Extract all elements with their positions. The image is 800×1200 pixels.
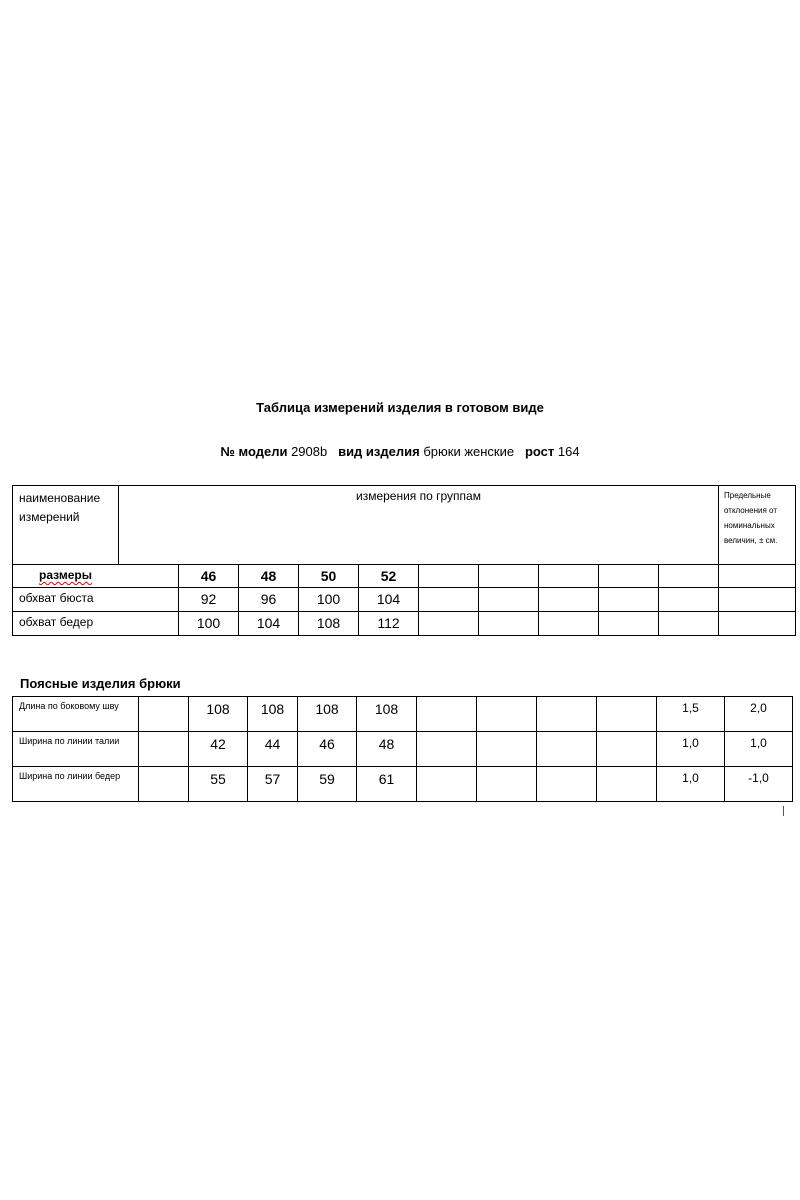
empty-cell <box>539 588 599 612</box>
empty-cell <box>417 697 477 732</box>
empty-cell <box>479 612 539 636</box>
value-cell: 92 <box>179 588 239 612</box>
empty-cell <box>659 588 719 612</box>
table-row <box>13 697 793 732</box>
empty-cell <box>139 732 189 767</box>
empty-cell <box>537 767 597 802</box>
empty-cell <box>479 588 539 612</box>
document-title: Таблица измерений изделия в готовом виде <box>256 400 544 415</box>
text-cursor-mark <box>783 806 784 816</box>
empty-cell <box>539 565 599 588</box>
empty-cell <box>537 732 597 767</box>
value-cell: 96 <box>239 588 299 612</box>
size-cell: 50 <box>299 565 359 588</box>
table-row <box>13 612 796 636</box>
empty-cell <box>597 697 657 732</box>
model-number-label: № модели <box>220 444 288 459</box>
model-number-value: 2908b <box>291 444 328 459</box>
product-type-label: вид изделия <box>338 444 420 459</box>
size-cell: 46 <box>179 565 239 588</box>
value-cell: 46 <box>298 732 357 767</box>
value-cell: 44 <box>248 732 298 767</box>
deviation-cell: 2,0 <box>725 697 793 732</box>
empty-cell <box>719 588 796 612</box>
row-label: Ширина по линии бедер <box>13 767 139 802</box>
empty-cell <box>417 732 477 767</box>
empty-cell <box>139 767 189 802</box>
value-cell: 108 <box>248 697 298 732</box>
deviation-cell: -1,0 <box>725 767 793 802</box>
empty-cell <box>477 767 537 802</box>
value-cell: 108 <box>299 612 359 636</box>
empty-cell <box>539 612 599 636</box>
empty-cell <box>417 767 477 802</box>
empty-cell <box>599 565 659 588</box>
empty-cell <box>537 697 597 732</box>
row-label: Длина по боковому шву <box>13 697 139 732</box>
empty-cell <box>419 565 479 588</box>
value-cell: 61 <box>357 767 417 802</box>
empty-cell <box>419 588 479 612</box>
empty-cell <box>659 612 719 636</box>
deviation-cell: 1,0 <box>657 732 725 767</box>
height-label: рост <box>524 444 555 459</box>
empty-cell <box>599 588 659 612</box>
trousers-measurements-table <box>12 696 793 802</box>
product-type-value: брюки женские <box>423 444 515 459</box>
empty-cell <box>599 612 659 636</box>
header-deviation: Предельные отклонения от номинальных величин, ± см. <box>719 486 796 565</box>
header-measurement-groups: измерения по группам <box>119 486 719 565</box>
empty-cell <box>139 697 189 732</box>
size-cell: 52 <box>359 565 419 588</box>
row-label: Ширина по линии талии <box>13 732 139 767</box>
empty-cell <box>477 732 537 767</box>
size-cell: 48 <box>239 565 299 588</box>
value-cell: 108 <box>298 697 357 732</box>
size-measurements-table <box>12 485 796 636</box>
empty-cell <box>719 565 796 588</box>
value-cell: 104 <box>239 612 299 636</box>
deviation-cell: 1,5 <box>657 697 725 732</box>
value-cell: 59 <box>298 767 357 802</box>
value-cell: 108 <box>189 697 248 732</box>
header-measurement-name: наименование измерений <box>13 486 119 565</box>
value-cell: 112 <box>359 612 419 636</box>
table-row <box>13 732 793 767</box>
value-cell: 55 <box>189 767 248 802</box>
model-info-line <box>0 444 800 459</box>
section-title: Поясные изделия брюки <box>20 676 181 691</box>
empty-cell <box>479 565 539 588</box>
sizes-label: размеры <box>39 568 92 582</box>
value-cell: 42 <box>189 732 248 767</box>
empty-cell <box>597 732 657 767</box>
value-cell: 48 <box>357 732 417 767</box>
height-value: 164 <box>557 444 580 459</box>
row-label: обхват бюста <box>13 588 179 612</box>
empty-cell <box>719 612 796 636</box>
deviation-cell: 1,0 <box>725 732 793 767</box>
table-row <box>13 588 796 612</box>
empty-cell <box>659 565 719 588</box>
empty-cell <box>419 612 479 636</box>
empty-cell <box>477 697 537 732</box>
row-label: обхват бедер <box>13 612 179 636</box>
value-cell: 108 <box>357 697 417 732</box>
value-cell: 100 <box>299 588 359 612</box>
empty-cell <box>597 767 657 802</box>
value-cell: 57 <box>248 767 298 802</box>
value-cell: 100 <box>179 612 239 636</box>
table-row <box>13 767 793 802</box>
value-cell: 104 <box>359 588 419 612</box>
sizes-label-cell <box>13 565 179 588</box>
deviation-cell: 1,0 <box>657 767 725 802</box>
